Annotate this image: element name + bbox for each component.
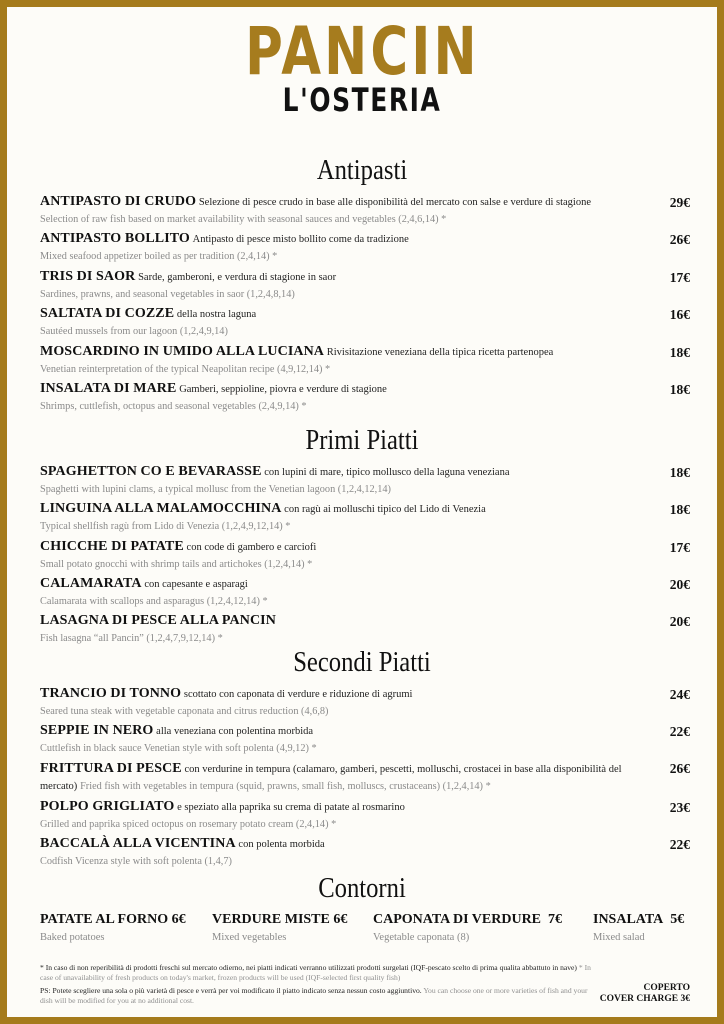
item-price: 24€ <box>669 687 690 702</box>
menu-item <box>40 232 690 264</box>
item-description-en: Fried fish with vegetables in tempura (squid, prawns, small fish, molluscs, crustaceans) (1,2,4,14) * <box>80 781 491 792</box>
item-description-it: con verdurine in tempura (calamaro, gamberi, pescetti, molluschi, crostacei in base alla disponibilità del mercato) <box>40 764 622 792</box>
item-description-en: Cuttlefish in black sauce Venetian style with soft polenta (4,9,12) * <box>40 743 317 754</box>
item-description-it: Gamberi, seppioline, piovra e verdure di stagione <box>179 384 387 395</box>
section-title-secondi: Secondi Piatti <box>293 647 431 678</box>
item-price: 26€ <box>669 232 690 247</box>
item-name: POLPO GRIGLIATO <box>40 799 175 814</box>
item-name: SALTATA DI COZZE <box>40 306 175 321</box>
item-name: INSALATA DI MARE <box>40 381 177 396</box>
ps-note <box>40 986 600 1006</box>
item-description-en: Fish lasagna “all Pancin” (1,2,4,7,9,12,14) * <box>40 633 223 644</box>
item-description-en: Calamarata with scallops and asparagus (1,2,4,12,14) * <box>40 596 268 607</box>
side-price: 5€ <box>670 912 685 927</box>
section-title-contorni: Contorni <box>318 873 406 904</box>
menu-item <box>40 307 690 339</box>
side-name: INSALATA <box>593 912 664 927</box>
side-name: VERDURE MISTE <box>212 912 330 927</box>
menu-item <box>40 270 690 302</box>
section-title-antipasti: Antipasti <box>316 155 408 186</box>
item-description-en: Codfish Vicenza style with soft polenta (1,4,7) <box>40 856 232 867</box>
menu-item <box>40 540 690 572</box>
item-description-en: Seared tuna steak with vegetable caponata and citrus reduction (4,6,8) <box>40 706 329 717</box>
ps-en: You can choose one or more varieties of fish and your dish will be modified for you at no additional cost. <box>40 986 588 1005</box>
cover-charge <box>600 983 690 1005</box>
item-description-it: con capesante e asparagi <box>144 579 248 590</box>
side-dish <box>40 912 186 943</box>
menu-item <box>40 687 690 719</box>
restaurant-logo <box>7 13 717 119</box>
footer-notes <box>40 963 600 1009</box>
item-name: MOSCARDINO IN UMIDO ALLA LUCIANA <box>40 344 324 359</box>
item-name: LINGUINA ALLA MALAMOCCHINA <box>40 501 282 516</box>
menu-item <box>40 761 690 795</box>
item-name: CHICCHE DI PATATE <box>40 539 184 554</box>
side-description-en: Baked potatoes <box>40 932 105 943</box>
item-description-it: Selezione di pesce crudo in base alle disponibilità del mercato con salse e verdure di stagione <box>198 197 591 208</box>
menu-item <box>40 502 690 534</box>
section-title-primi: Primi Piatti <box>305 425 419 456</box>
item-description-it: con polenta morbida <box>238 839 325 850</box>
note-it: * In caso di non reperibilità di prodotti freschi sul mercato odierno, nei piatti indicati verranno utilizzati prodotti surgelati (IQF-pescato scelto di prima qualita abbattuto in nave) <box>40 963 577 972</box>
item-price: 18€ <box>669 465 690 480</box>
item-name: SEPPIE IN NERO <box>40 723 154 738</box>
item-name: ANTIPASTO DI CRUDO <box>40 194 197 209</box>
frozen-products-note <box>40 963 600 983</box>
item-price: 18€ <box>669 502 690 517</box>
menu-item <box>40 465 690 497</box>
item-price: 17€ <box>669 270 690 285</box>
item-name: BACCALÀ ALLA VICENTINA <box>40 836 236 851</box>
brand-name: PANCIN <box>244 13 480 90</box>
item-description-it: alla veneziana con polentina morbida <box>156 726 314 737</box>
side-price: 6€ <box>333 912 348 927</box>
menu-item <box>40 800 690 832</box>
item-description-it: con ragù ai molluschi tipico del Lido di Venezia <box>284 504 486 515</box>
menu-item <box>40 724 690 756</box>
side-dish <box>212 912 347 943</box>
item-price: 29€ <box>669 195 690 210</box>
ps-it: PS: Potete scegliere una sola o più varietà di pesce e verrà per voi modificato il piatto indicato senza nessun costo aggiuntivo. <box>40 986 422 995</box>
item-name: SPAGHETTON CO E BEVARASSE <box>40 464 262 479</box>
item-name: LASAGNA DI PESCE ALLA PANCIN <box>40 613 276 628</box>
side-description-en: Mixed salad <box>593 932 645 943</box>
side-price: 6€ <box>171 912 186 927</box>
cover-label-en: COVER CHARGE 3€ <box>599 994 690 1004</box>
cover-label-it: COPERTO <box>643 983 690 993</box>
side-name: PATATE AL FORNO <box>40 912 169 927</box>
item-description-it: Sarde, gamberoni, e verdura di stagione in saor <box>138 272 337 283</box>
item-price: 22€ <box>669 837 690 852</box>
item-price: 22€ <box>669 724 690 739</box>
side-description-en: Mixed vegetables <box>212 932 287 943</box>
item-description-en: Sautéed mussels from our lagoon (1,2,4,9,14) <box>40 326 228 337</box>
note-en: * In case of unavailability of fresh products on today's market, frozen products will be used (IQF-selected first quality fish) <box>40 963 591 982</box>
item-description-en: Mixed seafood appetizer boiled as per tradition (2,4,14) * <box>40 251 278 262</box>
item-description-en: Grilled and paprika spiced octopus on rosemary potato cream (2,4,14) * <box>40 819 337 830</box>
item-name: TRIS DI SAOR <box>40 269 136 284</box>
item-description-en: Sardines, prawns, and seasonal vegetables in saor (1,2,4,8,14) <box>40 289 295 300</box>
item-price: 20€ <box>669 614 690 629</box>
menu-item <box>40 577 690 609</box>
item-price: 16€ <box>669 307 690 322</box>
side-name: CAPONATA DI VERDURE <box>373 912 542 927</box>
item-description-it: Antipasto di pesce misto bollito come da tradizione <box>192 234 409 245</box>
item-description-en: Shrimps, cuttlefish, octopus and seasonal vegetables (2,4,9,14) * <box>40 401 307 412</box>
side-dishes <box>40 912 690 952</box>
side-description-en: Vegetable caponata (8) <box>373 932 470 943</box>
item-description-en: Spaghetti with lupini clams, a typical mollusc from the Venetian lagoon (1,2,4,12,14) <box>40 484 391 495</box>
item-price: 17€ <box>669 540 690 555</box>
item-description-en: Small potato gnocchi with shrimp tails and artichokes (1,2,4,14) * <box>40 559 313 570</box>
menu-item <box>40 345 690 377</box>
item-description-it: con code di gambero e carciofi <box>186 542 317 553</box>
menu-item <box>40 382 690 414</box>
item-name: CALAMARATA <box>40 576 142 591</box>
brand-subtitle: L'OSTERIA <box>282 81 442 119</box>
item-description-it: della nostra laguna <box>176 309 257 320</box>
item-name: ANTIPASTO BOLLITO <box>40 231 190 246</box>
item-description-it: Rivisitazione veneziana della tipica ricetta partenopea <box>326 347 554 358</box>
item-description-it: scottato con caponata di verdure e riduzione di agrumi <box>183 689 413 700</box>
side-dish <box>593 912 684 943</box>
item-description-en: Typical shellfish ragù from Lido di Venezia (1,2,4,9,12,14) * <box>40 521 291 532</box>
menu-item <box>40 195 690 227</box>
item-price: 26€ <box>669 761 690 776</box>
side-price: 7€ <box>548 912 563 927</box>
item-price: 20€ <box>669 577 690 592</box>
item-description-it: con lupini di mare, tipico mollusco della laguna veneziana <box>264 467 510 478</box>
menu-page <box>7 7 717 1017</box>
item-price: 18€ <box>669 382 690 397</box>
menu-item <box>40 837 690 869</box>
item-price: 18€ <box>669 345 690 360</box>
item-description-en: Selection of raw fish based on market availability with seasonal sauces and vegetables (2,4,6,14) * <box>40 214 447 225</box>
item-name: TRANCIO DI TONNO <box>40 686 182 701</box>
item-description-en: Venetian reinterpretation of the typical Neapolitan recipe (4,9,12,14) * <box>40 364 331 375</box>
menu-item <box>40 614 690 646</box>
side-dish <box>373 912 562 943</box>
item-description-it: e speziato alla paprika su crema di patate al rosmarino <box>177 802 405 813</box>
item-price: 23€ <box>669 800 690 815</box>
item-name: FRITTURA DI PESCE <box>40 761 182 776</box>
